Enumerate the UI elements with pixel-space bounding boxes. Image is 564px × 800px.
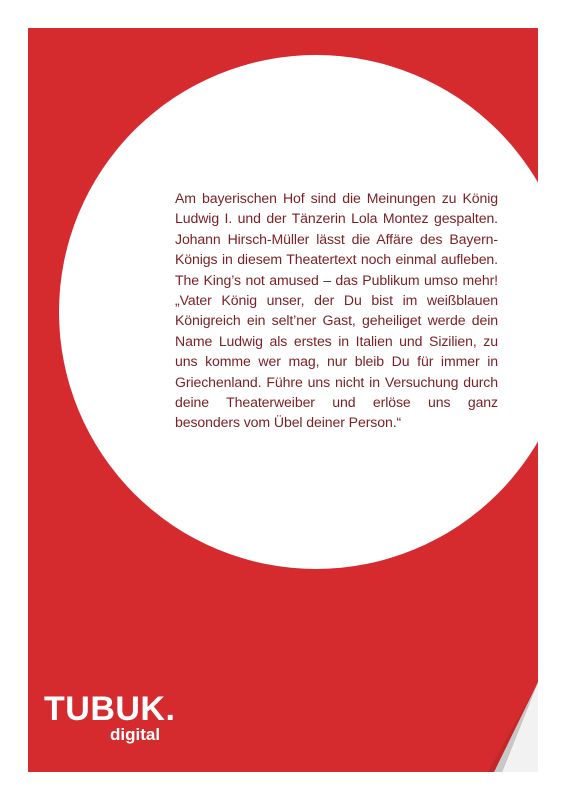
publisher-logo [44, 692, 175, 744]
back-cover [28, 28, 538, 772]
logo-main-text: TUBUK. [44, 690, 176, 728]
logo-sub-text: digital [110, 725, 161, 744]
blurb-text: Am bayerischen Hof sind die Meinungen zu König Ludwig I. und der Tänzerin Lola Montez gespalten. Johann Hirsch-Müller lässt die Affäre des Bayern-Königs in diesem Theatertext noch einmal aufleben. The King’s not amused – das Publikum umso mehr! „Vater König unser, der Du bist im weißblauen Königreich ein selt’ner Gast, geheiliget werde dein Name Ludwig als erstes in Italien und Sizilien, zu uns komme wer mag, nur bleib Du für immer in Griechenland. Führe uns nicht in Versuchung durch deine Theaterweiber und erlöse uns ganz besonders vom Übel deiner Person.“ [175, 190, 498, 431]
page-curl-icon [488, 682, 538, 772]
